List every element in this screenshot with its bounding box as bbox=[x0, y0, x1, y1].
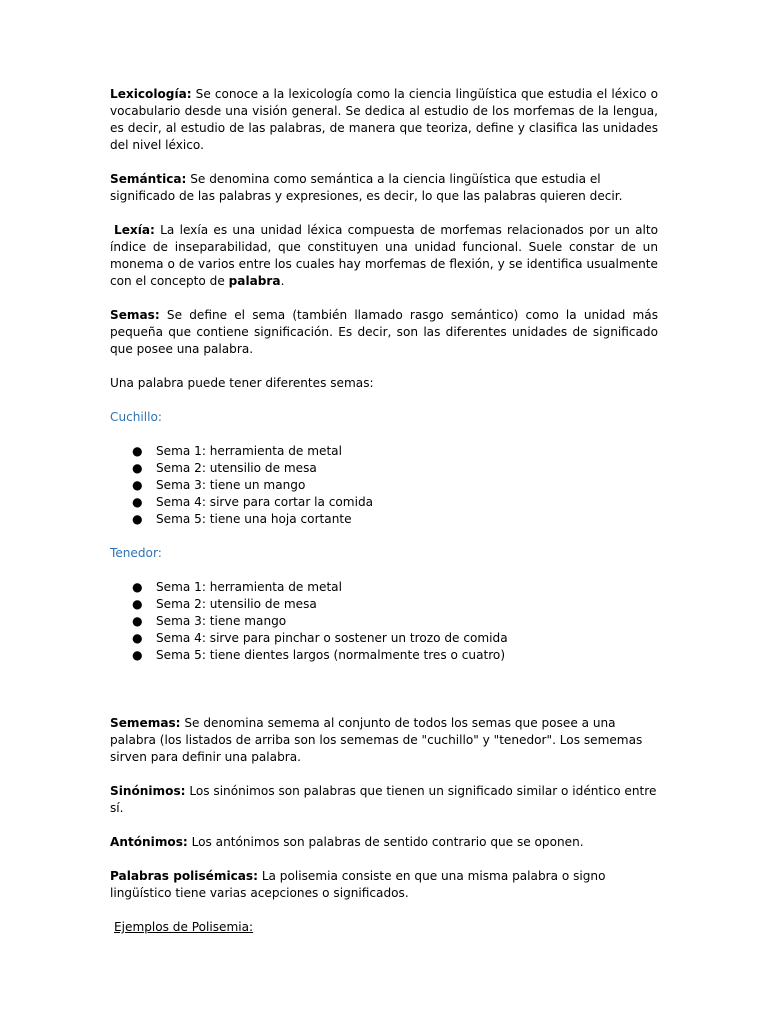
list-item-text: Sema 5: tiene una hoja cortante bbox=[156, 512, 352, 526]
term-sinonimos: Sinónimos: bbox=[110, 784, 186, 798]
bullet-icon: ● bbox=[132, 444, 143, 458]
document-page bbox=[110, 78, 658, 936]
bullet-icon: ● bbox=[132, 614, 143, 628]
list-item-text: Sema 3: tiene un mango bbox=[156, 478, 306, 492]
bullet-icon: ● bbox=[132, 631, 143, 645]
list-item-text: Sema 3: tiene mango bbox=[156, 614, 287, 628]
list-item bbox=[110, 596, 658, 613]
list-item bbox=[110, 647, 658, 664]
list-item bbox=[110, 630, 658, 647]
list-item bbox=[110, 477, 658, 494]
heading-ejemplos-polisemia bbox=[110, 919, 658, 936]
list-item-text: Sema 1: herramienta de metal bbox=[156, 580, 342, 594]
definition-lexia-end: . bbox=[280, 274, 285, 288]
definition-antonimos: Los antónimos son palabras de sentido contrario que se oponen. bbox=[187, 835, 584, 849]
ejemplos-polisemia-label: Ejemplos de Polisemia: bbox=[114, 920, 254, 934]
list-item bbox=[110, 443, 658, 460]
bullet-icon: ● bbox=[132, 495, 143, 509]
paragraph-lexia bbox=[110, 222, 658, 290]
paragraph-semantica bbox=[110, 171, 658, 205]
definition-polisemicas: La polisemia consiste en que una misma palabra o signo lingüístico tiene varias acepciones o significados. bbox=[110, 869, 606, 900]
definition-sinonimos: Los sinónimos son palabras que tienen un significado similar o idéntico entre sí. bbox=[110, 784, 657, 815]
list-item-text: Sema 4: sirve para pinchar o sostener un trozo de comida bbox=[156, 631, 508, 645]
list-item-text: Sema 1: herramienta de metal bbox=[156, 444, 342, 458]
bullet-icon: ● bbox=[132, 478, 143, 492]
list-item bbox=[110, 579, 658, 596]
term-lexicologia: Lexicología: bbox=[110, 87, 192, 101]
term-semantica: Semántica: bbox=[110, 172, 187, 186]
paragraph-sememas bbox=[110, 715, 658, 766]
term-lexia: Lexía: bbox=[114, 223, 155, 237]
paragraph-antonimos bbox=[110, 834, 658, 851]
bullet-icon: ● bbox=[132, 648, 143, 662]
definition-sememas: Se denomina semema al conjunto de todos los semas que posee a una palabra (los listados de arriba son los sememas de "cuchillo" y "tenedor". Los sememas sirven para definir una palabra. bbox=[110, 716, 643, 764]
term-sememas: Sememas: bbox=[110, 716, 181, 730]
list-item bbox=[110, 511, 658, 528]
bullet-icon: ● bbox=[132, 512, 143, 526]
paragraph-polisemicas bbox=[110, 868, 658, 902]
list-item-text: Sema 5: tiene dientes largos (normalmente tres o cuatro) bbox=[156, 648, 506, 662]
definition-semantica: Se denomina como semántica a la ciencia lingüística que estudia el significado de las palabras y expresiones, es decir, lo que las palabras quieren decir. bbox=[110, 172, 623, 203]
list-item-text: Sema 4: sirve para cortar la comida bbox=[156, 495, 374, 509]
bold-word-palabra: palabra bbox=[228, 274, 281, 288]
paragraph-lexicologia bbox=[110, 86, 658, 154]
list-item-text: Sema 2: utensilio de mesa bbox=[156, 597, 317, 611]
paragraph-sinonimos bbox=[110, 783, 658, 817]
list-item bbox=[110, 460, 658, 477]
intro-semas: Una palabra puede tener diferentes semas: bbox=[110, 376, 374, 390]
definition-lexia: La lexía es una unidad léxica compuesta de morfemas relacionados por un alto índice de inseparabilidad, que constituyen una unidad funcional. Suele constar de un monema o de varios entre los cuales hay morfemas de flexión, y se identifica usualmente con el concepto de bbox=[110, 223, 658, 288]
definition-lexicologia: Se conoce a la lexicología como la ciencia lingüística que estudia el léxico o vocabulario desde una visión general. Se dedica al estudio de los morfemas de la lengua, es decir, al estudio de las palabras, de manera que teoriza, define y clasifica las unidades del nivel léxico. bbox=[110, 87, 658, 152]
definition-semas: Se define el sema (también llamado rasgo semántico) como la unidad más pequeña que contiene significación. Es decir, son las diferentes unidades de significado que posee una palabra. bbox=[110, 308, 658, 356]
list-item-text: Sema 2: utensilio de mesa bbox=[156, 461, 317, 475]
bullet-icon: ● bbox=[132, 461, 143, 475]
bullet-icon: ● bbox=[132, 580, 143, 594]
term-antonimos: Antónimos: bbox=[110, 835, 188, 849]
term-semas: Semas: bbox=[110, 308, 160, 322]
bullet-icon: ● bbox=[132, 597, 143, 611]
heading-cuchillo: Cuchillo: bbox=[110, 410, 162, 424]
heading-tenedor: Tenedor: bbox=[110, 546, 162, 560]
list-cuchillo bbox=[110, 443, 658, 528]
list-item bbox=[110, 494, 658, 511]
paragraph-semas bbox=[110, 307, 658, 358]
list-tenedor bbox=[110, 579, 658, 664]
list-item bbox=[110, 613, 658, 630]
term-polisemicas: Palabras polisémicas: bbox=[110, 869, 258, 883]
